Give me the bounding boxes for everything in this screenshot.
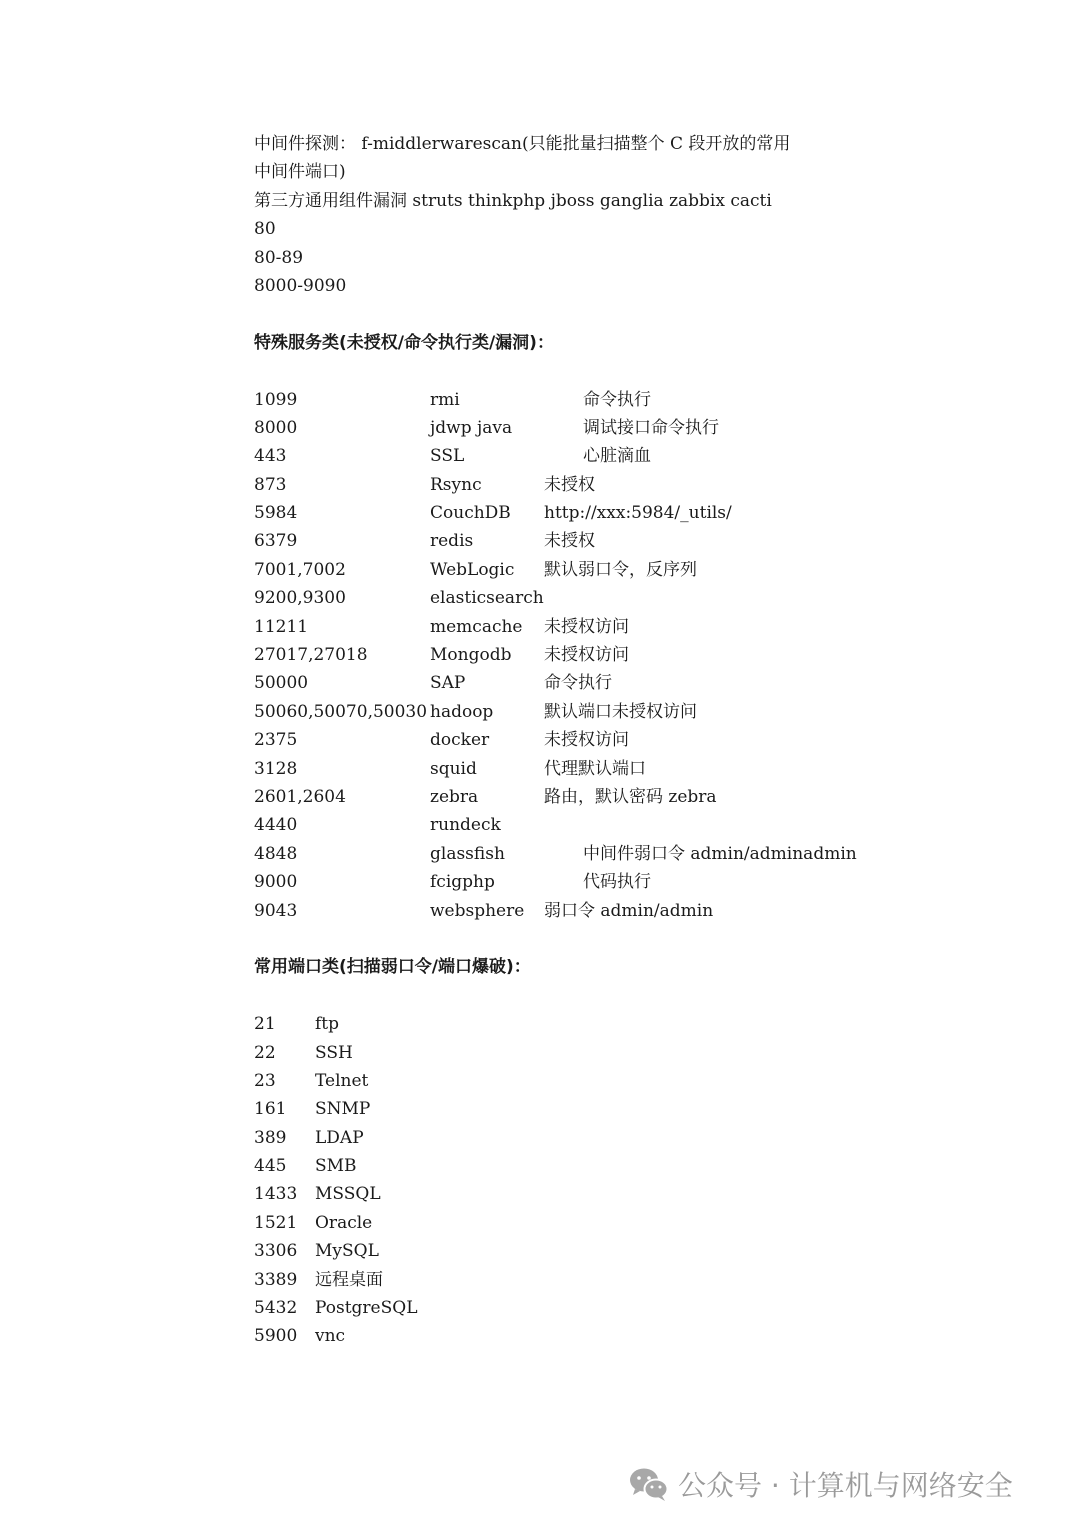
port-number: 50000 (254, 673, 309, 694)
port-number: 27017,27018 (254, 645, 368, 666)
table-row (254, 669, 1034, 697)
table-row (254, 840, 1034, 868)
port-number: 873 (254, 474, 287, 495)
port-number: 5432 (254, 1298, 298, 1319)
wechat-icon (628, 1466, 670, 1502)
table-row (254, 471, 1034, 499)
service-name: glassfish (430, 843, 505, 864)
service-name: SMB (315, 1156, 357, 1177)
service-name: rmi (430, 389, 460, 410)
table-row (254, 1152, 1034, 1180)
service-name: redis (430, 531, 474, 552)
table-row (254, 698, 1034, 726)
intro-line-2: 中间件端口) (254, 162, 346, 183)
service-name: fcigphp (430, 872, 495, 893)
service-name: WebLogic (430, 559, 515, 580)
common-ports-heading: 常用端口类(扫描弱口令/端口爆破)： (254, 957, 531, 978)
service-name: SAP (430, 673, 466, 694)
table-row (254, 1180, 1034, 1208)
port-number: 4440 (254, 815, 298, 836)
port-number: 50060,50070,50030 (254, 701, 428, 722)
intro-port: 80 (254, 219, 276, 240)
spacer (254, 300, 1034, 328)
service-name: SNMP (315, 1099, 371, 1120)
table-row (254, 556, 1034, 584)
port-number: 3128 (254, 758, 298, 779)
service-name: websphere (430, 900, 525, 921)
service-note: 调试接口命令执行 (583, 417, 719, 438)
port-number: 3389 (254, 1269, 298, 1290)
table-row (254, 1124, 1034, 1152)
spacer (254, 925, 1034, 953)
service-name: MySQL (315, 1241, 379, 1262)
service-note: 代理默认端口 (544, 758, 646, 779)
service-note: 心脏滴血 (583, 446, 651, 467)
port-number: 9000 (254, 872, 298, 893)
service-name: SSL (430, 446, 465, 467)
intro-port: 8000-9090 (254, 275, 347, 296)
table-row (254, 414, 1034, 442)
intro-line-1: 中间件探测： f-middlerwarescan(只能批量扫描整个 C 段开放的常用 (254, 134, 791, 154)
service-note: 命令执行 (544, 673, 612, 694)
port-number: 5984 (254, 503, 298, 524)
service-name: zebra (430, 786, 479, 807)
service-note: 路由，默认密码 zebra (544, 786, 717, 807)
port-number: 3306 (254, 1241, 298, 1262)
table-row (254, 1266, 1034, 1294)
table-row (254, 726, 1034, 754)
table-row (254, 897, 1034, 925)
service-name: MSSQL (315, 1184, 381, 1205)
table-row (254, 584, 1034, 612)
table-row (254, 1294, 1034, 1322)
table-row (254, 1039, 1034, 1067)
service-name: 远程桌面 (315, 1269, 383, 1290)
table-row (254, 1095, 1034, 1123)
port-number: 2375 (254, 730, 298, 751)
table-row (254, 386, 1034, 414)
table-row (254, 1067, 1034, 1095)
service-note: 代码执行 (583, 872, 651, 893)
table-row (254, 755, 1034, 783)
service-name: rundeck (430, 815, 501, 836)
service-name: squid (430, 758, 477, 779)
service-note: 未授权访问 (544, 616, 629, 637)
port-number: 9200,9300 (254, 588, 346, 609)
service-name: jdwp java (430, 417, 513, 438)
service-name: CouchDB (430, 503, 511, 524)
service-name: memcache (430, 616, 523, 637)
table-row (254, 442, 1034, 470)
port-number: 4848 (254, 843, 298, 864)
table-row (254, 1010, 1034, 1038)
service-note: 中间件弱口令 admin/adminadmin (583, 843, 857, 864)
table-row (254, 868, 1034, 896)
port-number: 5900 (254, 1326, 298, 1347)
port-number: 23 (254, 1070, 276, 1091)
port-number: 8000 (254, 417, 298, 438)
port-number: 443 (254, 446, 287, 467)
port-number: 11211 (254, 616, 309, 637)
service-note: 未授权访问 (544, 645, 629, 666)
table-row (254, 499, 1034, 527)
spacer (254, 982, 1034, 1010)
port-number: 445 (254, 1156, 287, 1177)
watermark (628, 1462, 1013, 1506)
service-name: ftp (315, 1014, 340, 1035)
port-number: 1099 (254, 389, 298, 410)
table-row (254, 811, 1034, 839)
service-name: docker (430, 730, 490, 751)
service-note: 弱口令 admin/admin (544, 900, 714, 921)
table-row (254, 1322, 1034, 1350)
table-row (254, 641, 1034, 669)
intro-port: 80-89 (254, 247, 304, 268)
service-note: http://xxx:5984/_utils/ (544, 503, 732, 524)
service-name: Telnet (315, 1070, 369, 1091)
port-number: 1521 (254, 1212, 298, 1233)
service-name: elasticsearch (430, 588, 544, 609)
service-name: LDAP (315, 1127, 364, 1148)
watermark-text: 公众号 · 计算机与网络安全 (678, 1469, 1013, 1502)
table-row (254, 613, 1034, 641)
port-number: 1433 (254, 1184, 298, 1205)
service-note: 默认弱口令，反序列 (544, 559, 697, 580)
document-body (254, 130, 1034, 1351)
service-note: 默认端口未授权访问 (544, 701, 697, 722)
special-services-heading: 特殊服务类(未授权/命令执行类/漏洞)： (254, 332, 554, 353)
service-note: 未授权访问 (544, 730, 629, 751)
port-number: 389 (254, 1127, 287, 1148)
port-number: 9043 (254, 900, 298, 921)
table-row (254, 783, 1034, 811)
table-row (254, 527, 1034, 555)
table-row (254, 1209, 1034, 1237)
port-number: 22 (254, 1042, 276, 1063)
service-name: Rsync (430, 474, 482, 495)
common-ports-table (254, 1010, 1034, 1351)
service-name: Mongodb (430, 645, 512, 666)
special-services-table (254, 386, 1034, 925)
service-note: 未授权 (544, 531, 595, 552)
spacer (254, 357, 1034, 385)
service-name: vnc (315, 1326, 346, 1347)
port-number: 6379 (254, 531, 298, 552)
table-row (254, 1237, 1034, 1265)
port-number: 7001,7002 (254, 559, 346, 580)
service-name: PostgreSQL (315, 1298, 418, 1319)
service-name: hadoop (430, 701, 494, 722)
port-number: 2601,2604 (254, 786, 346, 807)
service-name: SSH (315, 1042, 353, 1063)
service-note: 未授权 (544, 474, 595, 495)
service-note: 命令执行 (583, 389, 651, 410)
intro-line-3: 第三方通用组件漏洞 struts thinkphp jboss ganglia zabbix cacti (254, 190, 772, 211)
service-name: Oracle (315, 1212, 373, 1233)
port-number: 161 (254, 1099, 287, 1120)
port-number: 21 (254, 1014, 276, 1035)
